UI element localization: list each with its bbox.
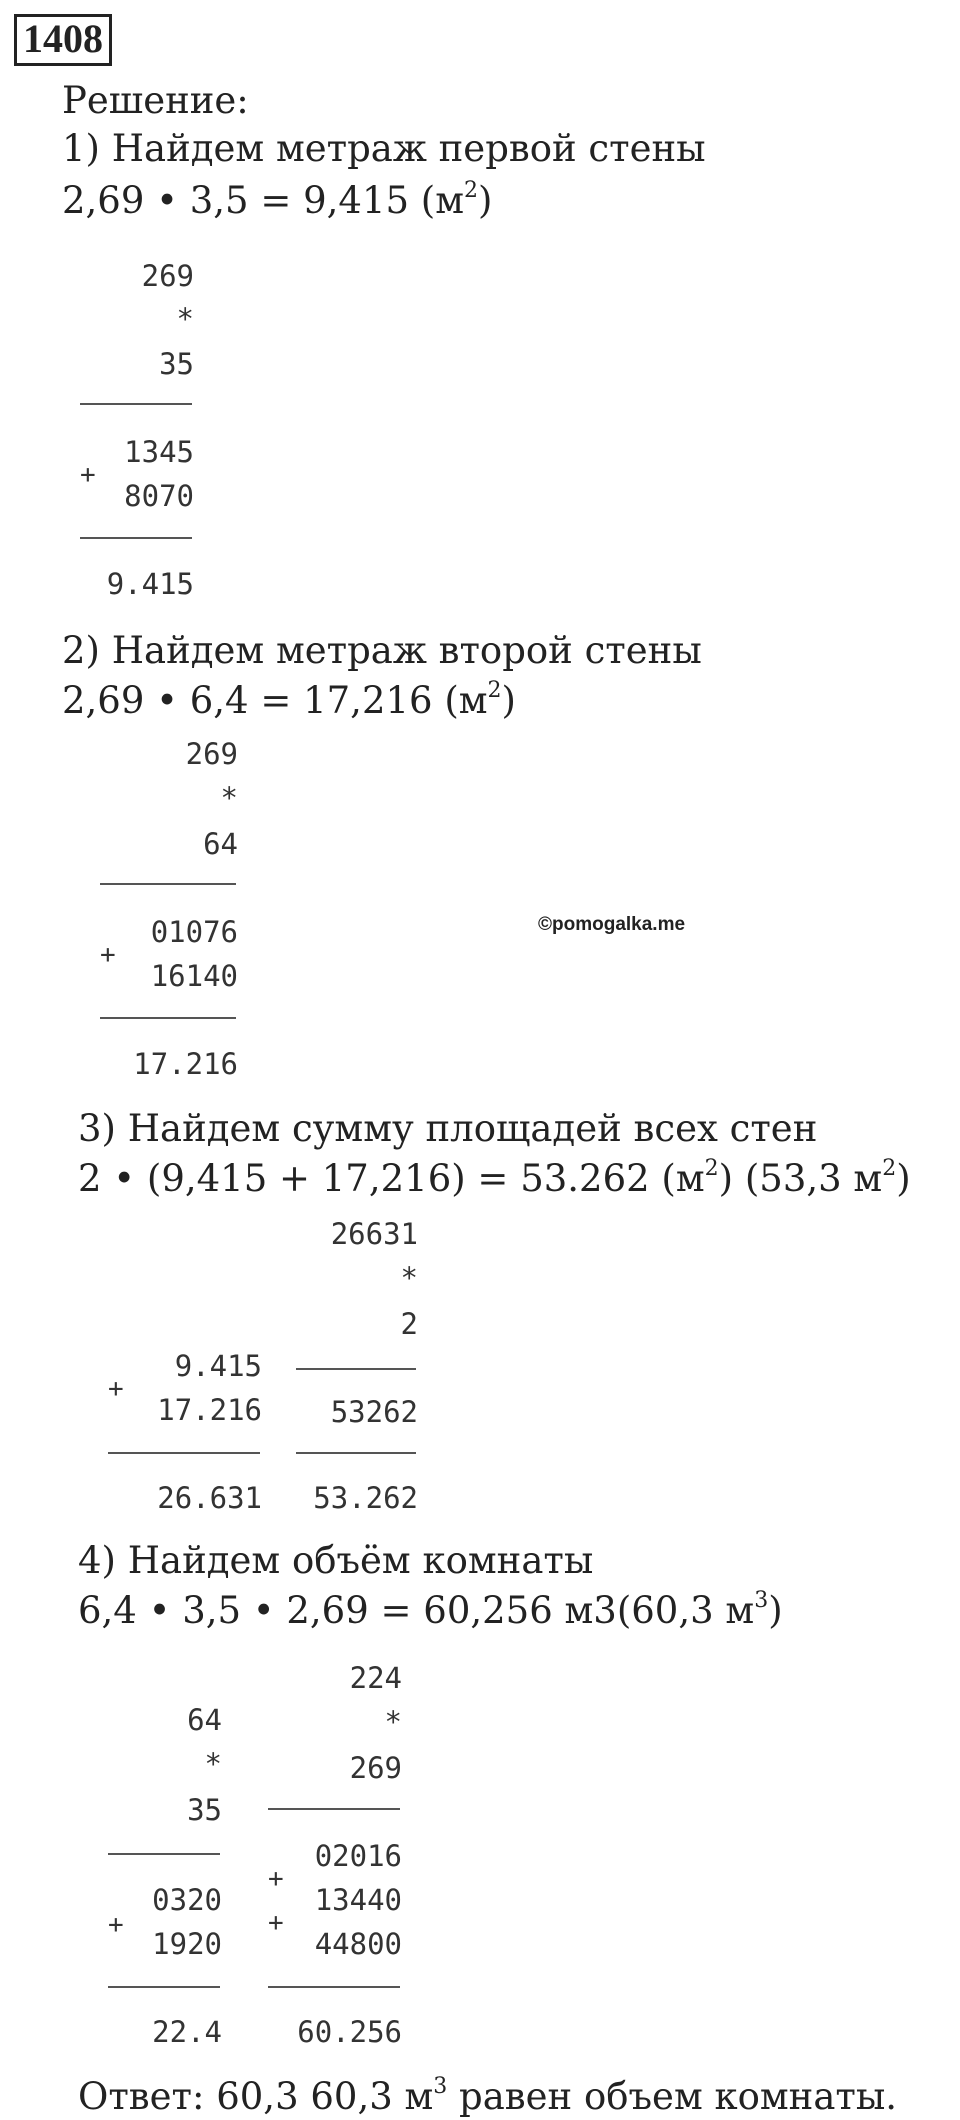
- solution-label: Решение:: [62, 79, 249, 122]
- step4-left-multiplicand: 64: [187, 1703, 222, 1737]
- step4-left-rule-1: [108, 1853, 220, 1855]
- step4-heading: 4) Найдем объём комнаты: [78, 1539, 594, 1582]
- step2-partial-1: 01076: [150, 915, 238, 949]
- step4-right-partial-3: 44800: [314, 1927, 402, 1961]
- problem-number: 1408: [14, 14, 112, 66]
- step3-exponent-1: 2: [704, 1156, 719, 1181]
- step4-exponent: 3: [754, 1588, 769, 1613]
- step3-mult-rule-1: [296, 1368, 416, 1370]
- step2-multiplicand: 269: [185, 737, 238, 771]
- step3-sum: 26.631: [157, 1481, 262, 1515]
- step3-multiplier: 2: [400, 1307, 418, 1341]
- step4-right-partial-2: 13440: [314, 1883, 402, 1917]
- step1-plus-sign: +: [80, 460, 96, 490]
- step1-multiplier: 35: [159, 347, 194, 381]
- answer-line: Ответ: 60,3 60,3 $м^3$ равен объем комнаты.: [78, 2074, 898, 2118]
- step3-multiplicand: 26631: [330, 1217, 418, 1251]
- step4-left-partial-1: 0320: [152, 1883, 222, 1917]
- step2-multiply-sign: *: [220, 781, 238, 815]
- step2-plus-sign: +: [100, 940, 116, 970]
- step4-right-rule-1: [268, 1808, 400, 1810]
- step1-result: 9.415: [106, 567, 194, 601]
- step2-exponent: 2: [487, 678, 502, 703]
- step1-multiply-sign: *: [176, 302, 194, 336]
- step4-left-multiply-sign: *: [204, 1747, 222, 1781]
- step3-addend-1: 9.415: [174, 1349, 262, 1383]
- step1-formula: 2,69 • 3,5 = 9,415 $(м^2)$: [62, 178, 493, 222]
- step4-left-result: 22.4: [152, 2015, 222, 2049]
- step2-partial-2: 16140: [150, 959, 238, 993]
- step4-right-partial-1: 02016: [314, 1839, 402, 1873]
- step3-exponent-2: 2: [882, 1156, 897, 1181]
- step1-heading: 1) Найдем метраж первой стены: [62, 127, 706, 170]
- step1-rule-2: [80, 537, 192, 539]
- step4-right-multiply-sign: *: [384, 1705, 402, 1739]
- step4-left-multiplier: 35: [187, 1793, 222, 1827]
- step4-right-rule-2: [268, 1986, 400, 1988]
- answer-exponent: 3: [433, 2074, 448, 2099]
- step1-multiplicand: 269: [141, 259, 194, 293]
- step4-right-result: 60.256: [297, 2015, 402, 2049]
- step2-formula: 2,69 • 6,4 = 17,216 $(м^2)$: [62, 678, 516, 722]
- step4-left-rule-2: [108, 1986, 220, 1988]
- step3-heading: 3) Найдем сумму площадей всех стен: [78, 1107, 818, 1150]
- step4-right-plus-sign-2: +: [268, 1908, 284, 1938]
- step2-heading: 2) Найдем метраж второй стены: [62, 629, 702, 672]
- step4-left-partial-2: 1920: [152, 1927, 222, 1961]
- step4-formula: 6,4 • 3,5 • 2,69 = 60,256 м3(60,3 $м^3$): [78, 1588, 783, 1632]
- step4-left-plus-sign: +: [108, 1910, 124, 1940]
- step3-add-rule: [108, 1452, 260, 1454]
- step2-rule-1: [100, 883, 236, 885]
- step1-partial-1: 1345: [124, 435, 194, 469]
- step2-multiplier: 64: [203, 827, 238, 861]
- step4-right-plus-sign-1: +: [268, 1864, 284, 1894]
- step1-rule-1: [80, 403, 192, 405]
- step1-partial-2: 8070: [124, 479, 194, 513]
- step3-multiply-sign: *: [400, 1261, 418, 1295]
- step2-rule-2: [100, 1017, 236, 1019]
- step3-result: 53.262: [313, 1481, 418, 1515]
- step3-mult-rule-2: [296, 1452, 416, 1454]
- step4-right-multiplier: 269: [349, 1751, 402, 1785]
- step1-exponent: 2: [464, 178, 478, 203]
- step3-addend-2: 17.216: [157, 1393, 262, 1427]
- step3-product: 53262: [330, 1395, 418, 1429]
- step3-plus-sign: +: [108, 1374, 124, 1404]
- step4-right-multiplicand: 224: [349, 1661, 402, 1695]
- watermark: ©pomogalka.me: [538, 914, 686, 935]
- step2-result: 17.216: [133, 1047, 238, 1081]
- step3-formula: 2 • (9,415 + 17,216) = 53.262 $(м^2)$ (53,3 $м^2$): [78, 1156, 911, 1200]
